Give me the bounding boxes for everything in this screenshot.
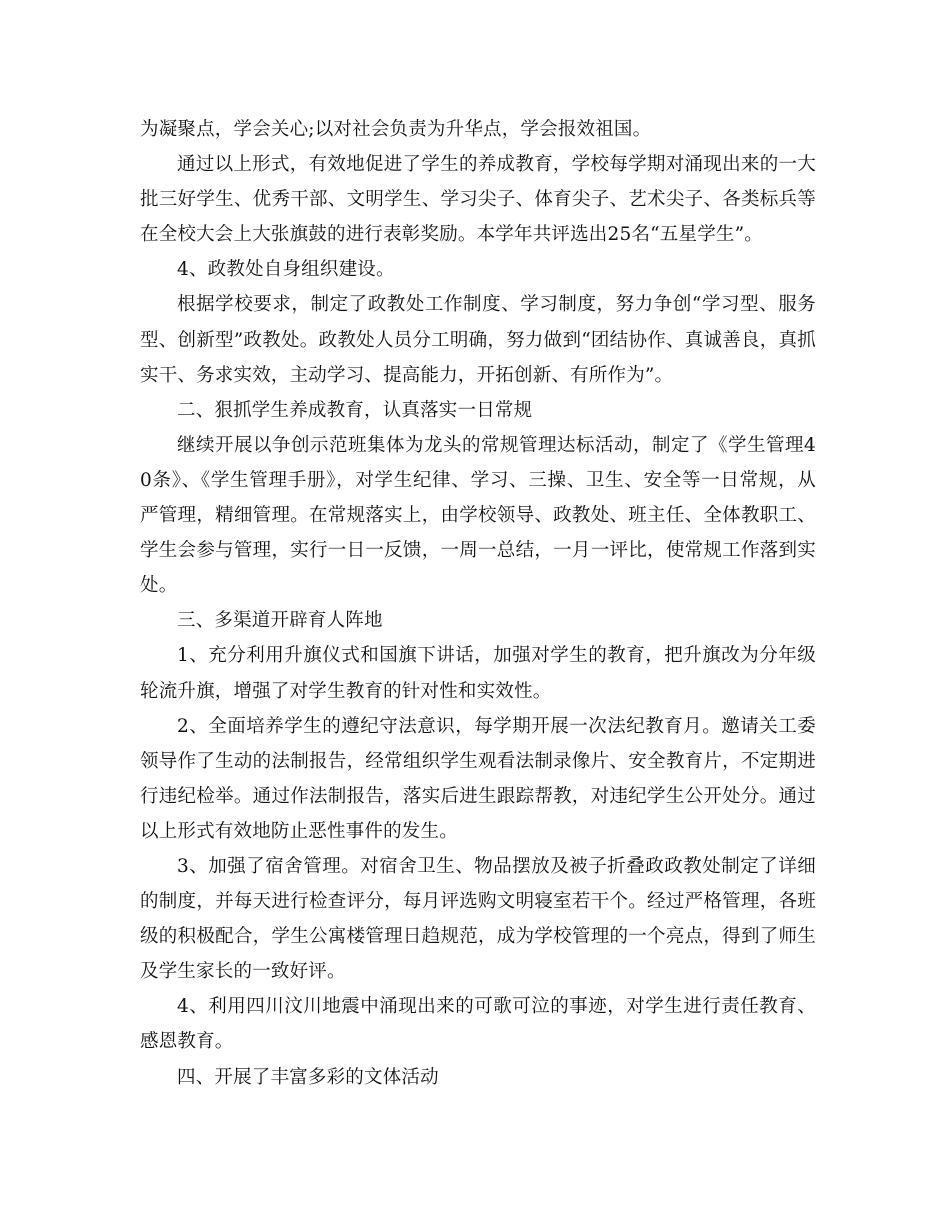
paragraph-continuation: 为凝聚点，学会关心;以对社会负责为升华点，学会报效祖国。 xyxy=(140,119,652,140)
paragraph-flag-raising: 1、充分利用升旗仪式和国旗下讲话，加强对学生的教育，把升旗改为分年级轮流升旗，增强了对学生教育的针对性和实效性。 xyxy=(140,645,816,702)
paragraph-commendation: 通过以上形式，有效地促进了学生的养成教育，学校每学期对涌现出来的一大批三好学生、优秀干部、文明学生、学习尖子、体育尖子、艺术尖子、各类标兵等在全校大会上大张旗鼓的进行表彰奖励。本学年共评选出25名“五星学生”。 xyxy=(140,154,816,246)
section-heading-organization: 4、政教处自身组织建设。 xyxy=(177,259,395,281)
paragraph-dormitory: 3、加强了宿舍管理。对宿舍卫生、物品摆放及被子折叠政政教处制定了详细的制度，并每天进行检查评分，每月评选购文明寝室若干个。经过严格管理，各班级的积极配合，学生公寓楼管理日趋规范，成为学校管理的一个亮点，得到了师生及学生家长的一致好评。 xyxy=(140,855,816,983)
paragraph-organization: 根据学校要求，制定了政教处工作制度、学习制度，努力争创“学习型、服务型、创新型”政教处。政教处人员分工明确，努力做到“团结协作、真诚善良，真抓实干、务求实效，主动学习、提高能力，开拓创新、有所作为”。 xyxy=(140,294,816,386)
section-heading-activities: 四、开展了丰富多彩的文体活动 xyxy=(177,1066,439,1088)
paragraph-legal-education: 2、全面培养学生的遵纪守法意识，每学期开展一次法纪教育月。邀请关工委领导作了生动的法制报告，经常组织学生观看法制录像片、安全教育片，不定期进行违纪检举。通过作法制报告，落实后进生跟踪帮教，对违纪学生公开处分。通过以上形式有效地防止恶性事件的发生。 xyxy=(140,715,816,842)
section-heading-habits: 二、狠抓学生养成教育，认真落实一日常规 xyxy=(177,399,533,421)
document-body xyxy=(140,112,816,1095)
paragraph-earthquake-education: 4、利用四川汶川地震中涌现出来的可歌可泣的事迹，对学生进行责任教育、感恩教育。 xyxy=(140,996,816,1053)
paragraph-routine-management: 继续开展以争创示范班集体为龙头的常规管理达标活动，制定了《学生管理40条》、《学生管理手册》，对学生纪律、学习、三操、卫生、安全等一日常规，从严管理，精细管理。在常规落实上，由学校领导、政教处、班主任、全体教职工、学生会参与管理，实行一日一反馈，一周一总结，一月一评比，使常规工作落到实处。 xyxy=(140,434,816,597)
section-heading-channels: 三、多渠道开辟育人阵地 xyxy=(177,610,383,632)
